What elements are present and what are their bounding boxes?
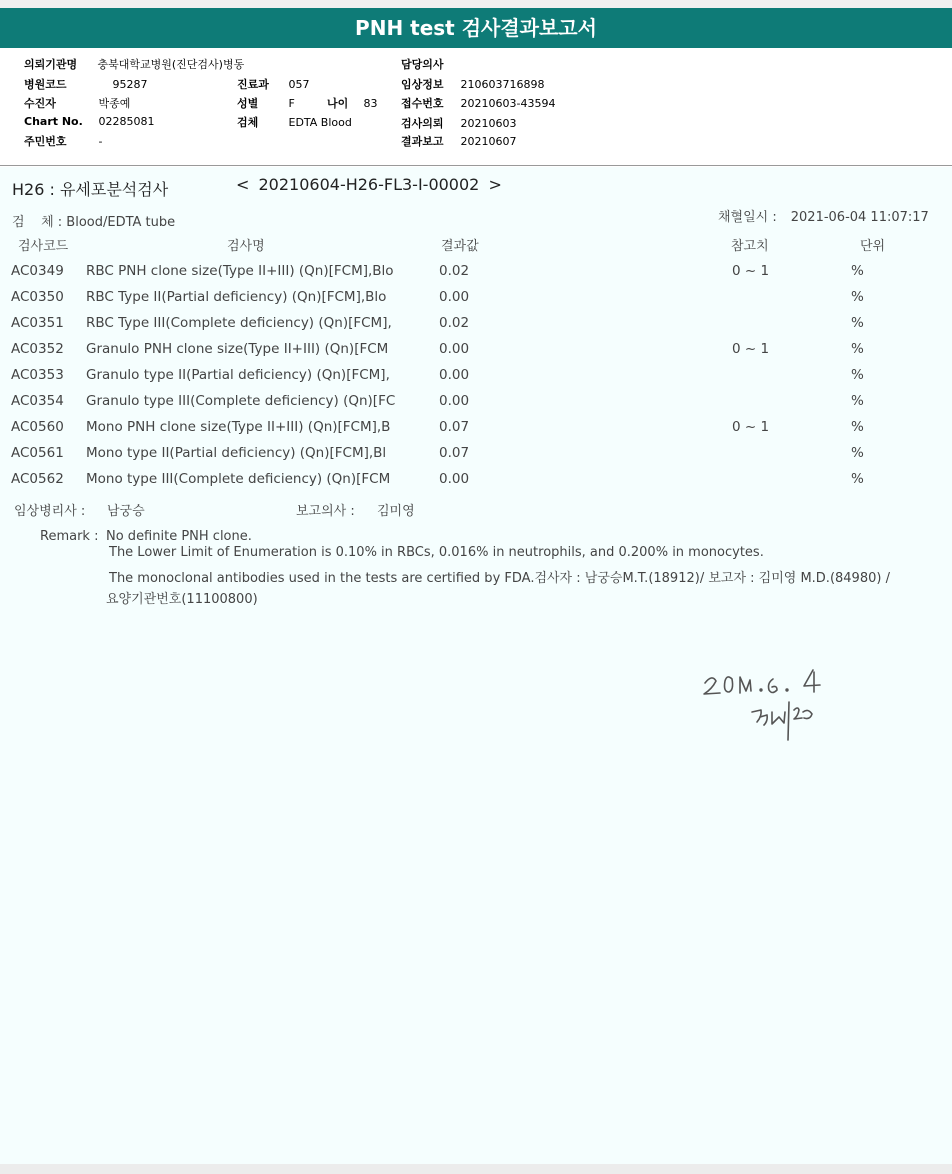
test-unit: % (851, 263, 864, 279)
test-result: 0.00 (439, 393, 470, 409)
hospital-code-label: 병원코드 (24, 78, 67, 91)
test-unit: % (851, 419, 864, 435)
remark-label: Remark : (40, 529, 99, 544)
reference-range: 0 ~ 1 (732, 263, 770, 279)
test-name: RBC Type II(Partial deficiency) (Qn)[FCM],Blo (86, 289, 387, 305)
hospital-value: 충북대학교병원(진단검사)병동 (97, 58, 245, 71)
specimen-text: 검 체 : Blood/EDTA tube (12, 215, 176, 230)
test-unit: % (851, 341, 864, 357)
test-unit: % (851, 289, 864, 305)
hospital-field (24, 56, 244, 72)
report-date-value: 20210607 (460, 135, 517, 148)
hospital-code-field (24, 76, 148, 92)
test-code: AC0561 (11, 445, 64, 461)
patient-name-field (24, 95, 130, 111)
sex-field (237, 95, 295, 111)
test-unit: % (851, 445, 864, 461)
test-result: 0.02 (439, 263, 470, 279)
report-date-field (401, 133, 517, 149)
dept-field (237, 76, 310, 92)
attending-label: 담당의사 (401, 58, 444, 71)
test-name: Mono type III(Complete deficiency) (Qn)[FCM (86, 471, 391, 487)
col-header-unit: 단위 (860, 239, 886, 254)
patient-name-label: 수진자 (24, 97, 56, 110)
test-result: 0.00 (439, 471, 470, 487)
sex-label: 성별 (237, 97, 259, 110)
collect-label: 채혈일시 : (718, 210, 777, 225)
dept-label: 진료과 (237, 78, 269, 91)
col-header-name: 검사명 (227, 239, 265, 254)
test-code: AC0560 (11, 419, 64, 435)
chart-label: Chart No. (24, 115, 83, 128)
patient-info-box (0, 50, 952, 166)
test-name: Granulo type III(Complete deficiency) (Qn)[FC (86, 393, 396, 409)
attending-field (401, 56, 461, 72)
table-row (0, 393, 952, 419)
age-label: 나이 (327, 97, 349, 110)
reference-range: 0 ~ 1 (732, 341, 770, 357)
table-row (0, 289, 952, 315)
pathologist-name: 남궁승 (107, 504, 145, 519)
clinical-info-label: 임상정보 (401, 78, 444, 91)
hospital-code-value: 95287 (112, 78, 148, 91)
result-content (0, 167, 952, 1164)
remark-line-1: No definite PNH clone. (106, 529, 252, 544)
reporter-name: 김미영 (377, 504, 415, 519)
test-name: Mono PNH clone size(Type II+III) (Qn)[FCM],B (86, 419, 391, 435)
test-name: Granulo PNH clone size(Type II+III) (Qn)[FCM (86, 341, 389, 357)
reporter-label: 보고의사 : (296, 504, 355, 519)
test-name: Granulo type II(Partial deficiency) (Qn)[FCM], (86, 367, 390, 383)
receipt-value: 20210603-43594 (460, 97, 556, 110)
remark-line-4: 요양기관번호(11100800) (106, 592, 258, 607)
rrn-field (24, 133, 102, 149)
collect-value: 2021-06-04 11:07:17 (790, 210, 929, 225)
receipt-label: 접수번호 (401, 97, 444, 110)
test-code: AC0354 (11, 393, 64, 409)
pathologist-label: 임상병리사 : (14, 504, 86, 519)
rrn-label: 주민번호 (24, 135, 67, 148)
test-result: 0.00 (439, 341, 470, 357)
test-result: 0.00 (439, 289, 470, 305)
test-result: 0.00 (439, 367, 470, 383)
test-unit: % (851, 367, 864, 383)
table-row (0, 445, 952, 471)
specimen-label: 검체 (237, 116, 259, 129)
report-title: PNH test 검사결과보고서 (0, 8, 952, 48)
specimen-field (237, 114, 352, 130)
bottom-stripe (0, 1164, 952, 1174)
test-code: AC0350 (11, 289, 64, 305)
request-field (401, 115, 517, 131)
panel-id: 20210604-H26-FL3-I-00002 (258, 175, 480, 194)
remark-line-3: The monoclonal antibodies used in the tests are certified by FDA.검사자 : 남궁승M.T.(18912)/ 보고자 : 김미영 M.D.(84980) / (109, 571, 890, 586)
prev-panel-icon[interactable]: < (236, 175, 250, 194)
collect-datetime (718, 206, 929, 225)
test-code: AC0351 (11, 315, 64, 331)
table-row (0, 341, 952, 367)
test-result: 0.07 (439, 419, 470, 435)
rrn-value: - (98, 135, 103, 148)
report-date-label: 결과보고 (401, 135, 444, 148)
remark-line-2: The Lower Limit of Enumeration is 0.10% in RBCs, 0.016% in neutrophils, and 0.200% in monocytes. (109, 545, 764, 560)
test-code: AC0352 (11, 341, 64, 357)
table-row (0, 263, 952, 289)
clinical-info-field (401, 76, 544, 92)
dept-value: 057 (288, 78, 310, 91)
col-header-reference: 참고치 (731, 239, 769, 254)
reference-range: 0 ~ 1 (732, 419, 770, 435)
handwritten-signature (690, 662, 890, 762)
test-code: AC0562 (11, 471, 64, 487)
request-label: 검사의뢰 (401, 117, 444, 130)
hospital-label: 의뢰기관명 (24, 58, 78, 71)
test-unit: % (851, 315, 864, 331)
test-name: RBC PNH clone size(Type II+III) (Qn)[FCM],Blo (86, 263, 394, 279)
test-unit: % (851, 471, 864, 487)
clinical-info-value: 210603716898 (460, 78, 545, 91)
specimen-value: EDTA Blood (288, 116, 352, 129)
next-panel-icon[interactable]: > (488, 175, 502, 194)
age-field (327, 95, 378, 111)
table-row (0, 367, 952, 393)
sex-value: F (288, 97, 295, 110)
col-header-result: 결과값 (441, 239, 479, 254)
col-header-code: 검사코드 (18, 239, 69, 254)
top-stripe (0, 0, 952, 8)
test-result: 0.07 (439, 445, 470, 461)
test-result: 0.02 (439, 315, 470, 331)
table-row (0, 471, 952, 497)
table-row (0, 419, 952, 445)
chart-field (24, 115, 155, 128)
test-code: AC0349 (11, 263, 64, 279)
patient-name-value: 박종예 (98, 97, 131, 110)
test-name: RBC Type III(Complete deficiency) (Qn)[FCM], (86, 315, 392, 331)
test-code: AC0353 (11, 367, 64, 383)
test-name: Mono type II(Partial deficiency) (Qn)[FCM],Bl (86, 445, 387, 461)
chart-value: 02285081 (98, 115, 155, 128)
table-row (0, 315, 952, 341)
receipt-field (401, 95, 555, 111)
request-value: 20210603 (460, 117, 517, 130)
panel-navigator (236, 175, 502, 194)
section-heading: H26 : 유세포분석검사 (12, 180, 169, 199)
age-value: 83 (363, 97, 378, 110)
test-unit: % (851, 393, 864, 409)
